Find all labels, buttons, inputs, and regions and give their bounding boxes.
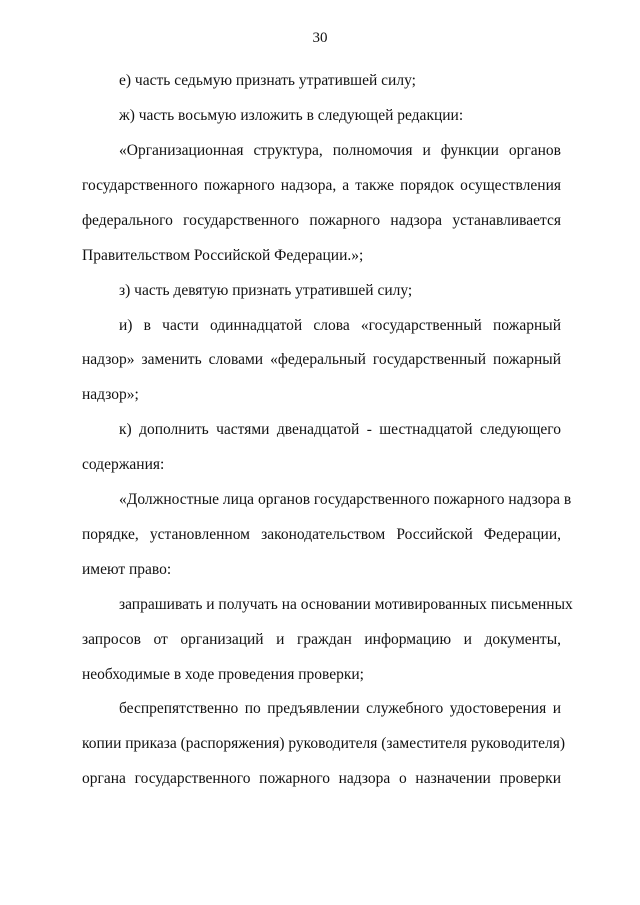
text-line-13: «Должностные лица органов государственного пожарного надзора в (119, 491, 572, 508)
page-number: 30 (312, 30, 328, 46)
text-line-16: запрашивать и получать на основании мотивированных письменных (119, 596, 573, 613)
text-line-19: беспрепятственно по предъявлении служебного удостоверения и (119, 700, 561, 717)
text-line-6: Правительством Российской Федерации.»; (82, 247, 364, 264)
text-line-10: надзор»; (82, 386, 139, 403)
text-line-21: органа государственного пожарного надзора о назначении проверки (82, 770, 561, 787)
text-line-9: надзор» заменить словами «федеральный государственный пожарный (82, 351, 561, 368)
text-line-17: запросов от организаций и граждан информацию и документы, (82, 631, 561, 648)
text-line-18: необходимые в ходе проведения проверки; (82, 666, 364, 683)
text-line-8: и) в части одиннадцатой слова «государственный пожарный (119, 317, 561, 334)
text-line-12: содержания: (82, 456, 165, 473)
text-line-2: ж) часть восьмую изложить в следующей редакции: (119, 107, 464, 124)
text-line-20: копии приказа (распоряжения) руководителя (заместителя руководителя) (82, 735, 566, 752)
text-line-11: к) дополнить частями двенадцатой - шестнадцатой следующего (119, 421, 561, 438)
text-line-5: федерального государственного пожарного надзора устанавливается (82, 212, 561, 229)
text-line-1: е) часть седьмую признать утратившей силу; (119, 72, 416, 89)
text-line-7: з) часть девятую признать утратившей силу; (119, 282, 413, 299)
text-line-4: государственного пожарного надзора, а также порядок осуществления (82, 177, 561, 194)
text-line-15: имеют право: (82, 561, 172, 578)
text-line-14: порядке, установленном законодательством Российской Федерации, (82, 526, 561, 543)
text-line-3: «Организационная структура, полномочия и функции органов (119, 142, 561, 159)
